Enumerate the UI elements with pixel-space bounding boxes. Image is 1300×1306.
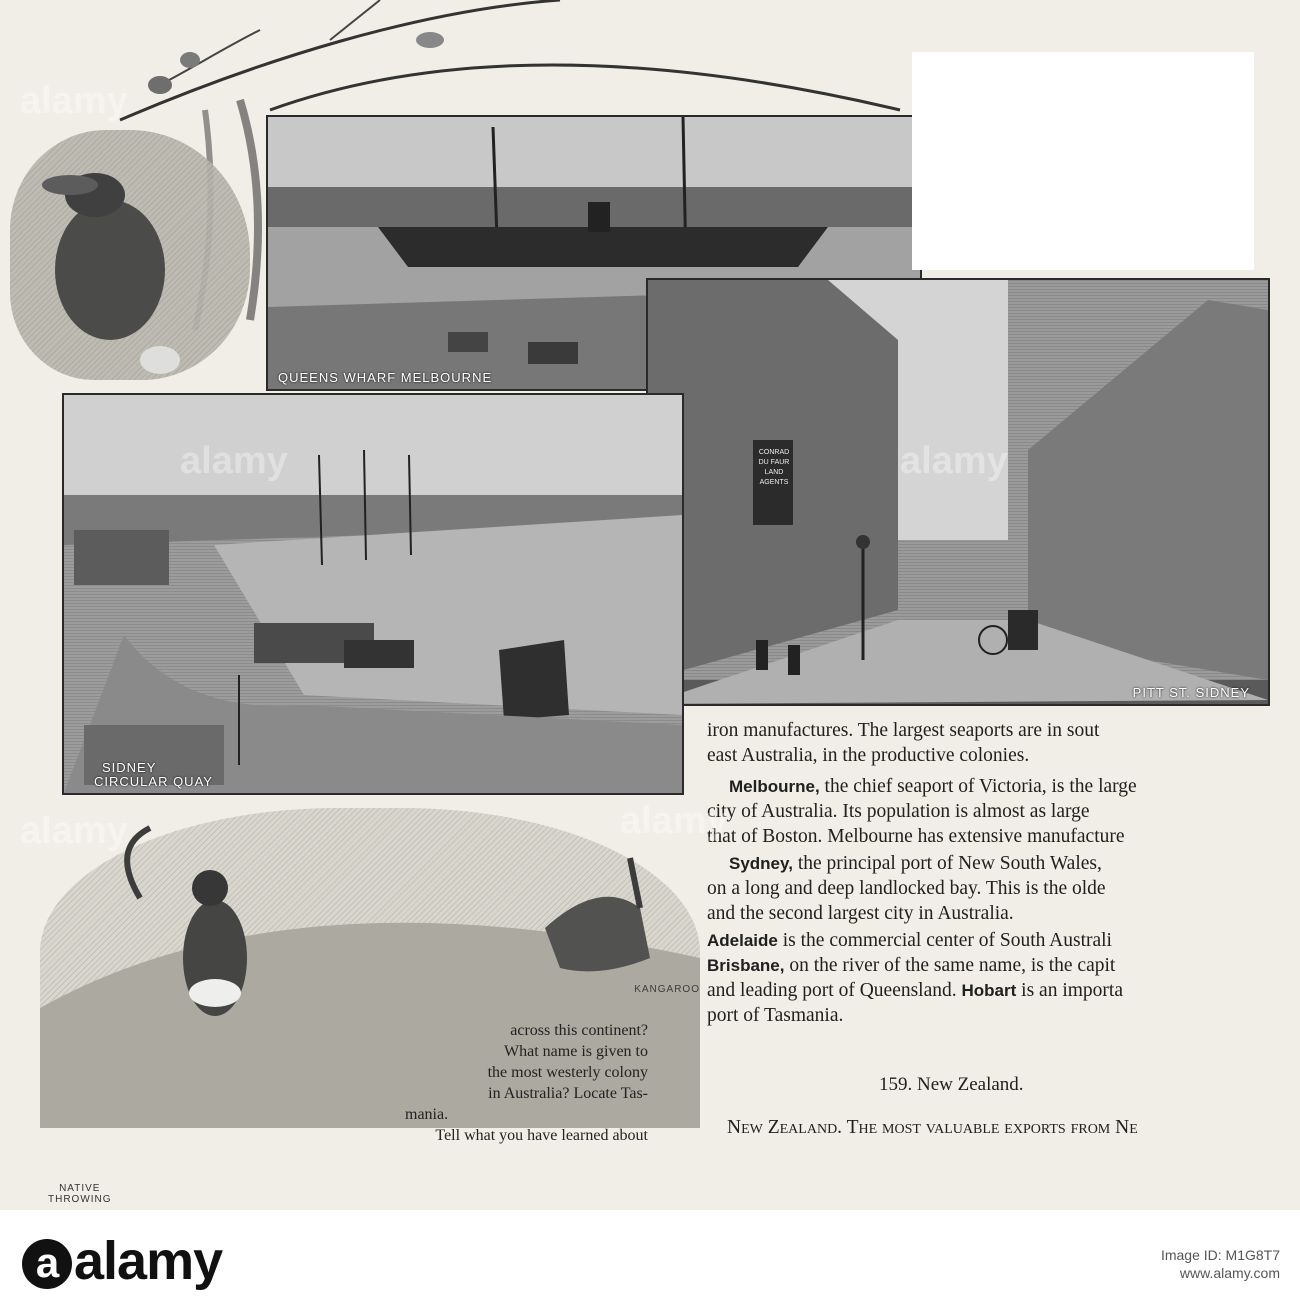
circular-quay-engraving — [62, 393, 684, 795]
term-sydney: Sydney, — [729, 854, 793, 873]
blank-label-patch — [912, 52, 1254, 270]
image-id-block — [1161, 1246, 1280, 1282]
paragraph-sydney — [707, 851, 1300, 926]
platypus-illustration — [10, 130, 250, 380]
question-line: across this continent? — [510, 1022, 648, 1039]
text-line: on the river of the same name, is the capit — [784, 955, 1116, 976]
question-line: mania. — [405, 1106, 449, 1123]
text-line: and leading port of Queensland. — [707, 980, 962, 1001]
text-line: iron manufactures. The largest seaports are in sout — [707, 720, 1100, 741]
body-text-column — [707, 718, 1300, 1140]
kangaroo-label: KANGAROO — [634, 984, 700, 995]
image-id: Image ID: M1G8T7 — [1160, 1247, 1280, 1263]
study-questions — [300, 1020, 648, 1146]
watermark: alamy — [20, 80, 128, 122]
paragraph-seaports — [707, 718, 1300, 768]
sign-line: AGENTS — [759, 479, 789, 486]
site-url[interactable]: www.alamy.com — [1179, 1265, 1280, 1281]
text-line: is the commercial center of South Australi — [777, 930, 1112, 951]
text-line: the chief seaport of Victoria, is the large — [819, 776, 1137, 797]
sign-line: LAND — [764, 469, 784, 476]
term-melbourne: Melbourne, — [729, 777, 820, 796]
question-line: Tell what you have learned about — [435, 1127, 648, 1144]
text-line: city of Australia. Its population is almost as large — [707, 801, 1090, 822]
circular-quay-caption — [94, 761, 213, 789]
question-line: in Australia? Locate Tas- — [488, 1085, 648, 1102]
paragraph-new-zealand: New Zealand. The most valuable exports from Ne — [727, 1117, 1138, 1138]
question-line: What name is given to — [504, 1043, 648, 1060]
section-heading: 159. New Zealand. — [879, 1074, 1024, 1095]
watermark: alamy — [180, 440, 288, 482]
brand-logo[interactable] — [22, 1230, 222, 1292]
brand-name: alamy — [74, 1231, 223, 1291]
land-agents-sign — [754, 448, 794, 488]
term-adelaide: Adelaide — [707, 931, 778, 950]
native-label-line: NATIVE — [59, 1183, 101, 1194]
caption-line: SIDNEY — [102, 760, 157, 775]
text-line: port of Tasmania. — [707, 1005, 844, 1026]
text-line: east Australia, in the productive colonies. — [707, 745, 1030, 766]
queens-wharf-caption: QUEENS WHARF MELBOURNE — [278, 370, 493, 385]
logo-a-icon: a — [22, 1239, 72, 1289]
paragraph-adelaide — [707, 928, 1300, 1028]
pitt-st-caption: PITT ST. SIDNEY — [1132, 685, 1250, 700]
pitt-st-sidney-engraving — [646, 278, 1270, 706]
text-line: that of Boston. Melbourne has extensive manufacture — [707, 826, 1125, 847]
text-line: on a long and deep landlocked bay. This is the olde — [707, 878, 1106, 899]
native-label-line: THROWING — [48, 1194, 112, 1205]
term-hobart: Hobart — [961, 981, 1017, 1000]
watermark: alamy — [620, 800, 728, 842]
sign-line: CONRAD — [758, 449, 790, 456]
term-brisbane: Brisbane, — [707, 956, 785, 975]
text-line: the principal port of New South Wales, — [792, 853, 1102, 874]
caption-line: CIRCULAR QUAY — [94, 774, 213, 789]
stock-footer-bar — [0, 1210, 1300, 1306]
paragraph-melbourne — [707, 774, 1300, 849]
watermark: alamy — [20, 810, 128, 852]
sign-line: DU FAUR — [758, 459, 790, 466]
text-line: is an importa — [1016, 980, 1123, 1001]
watermark: alamy — [900, 440, 1008, 482]
question-line: the most westerly colony — [487, 1064, 648, 1081]
text-line: and the second largest city in Australia. — [707, 903, 1014, 924]
native-label — [48, 1183, 112, 1205]
